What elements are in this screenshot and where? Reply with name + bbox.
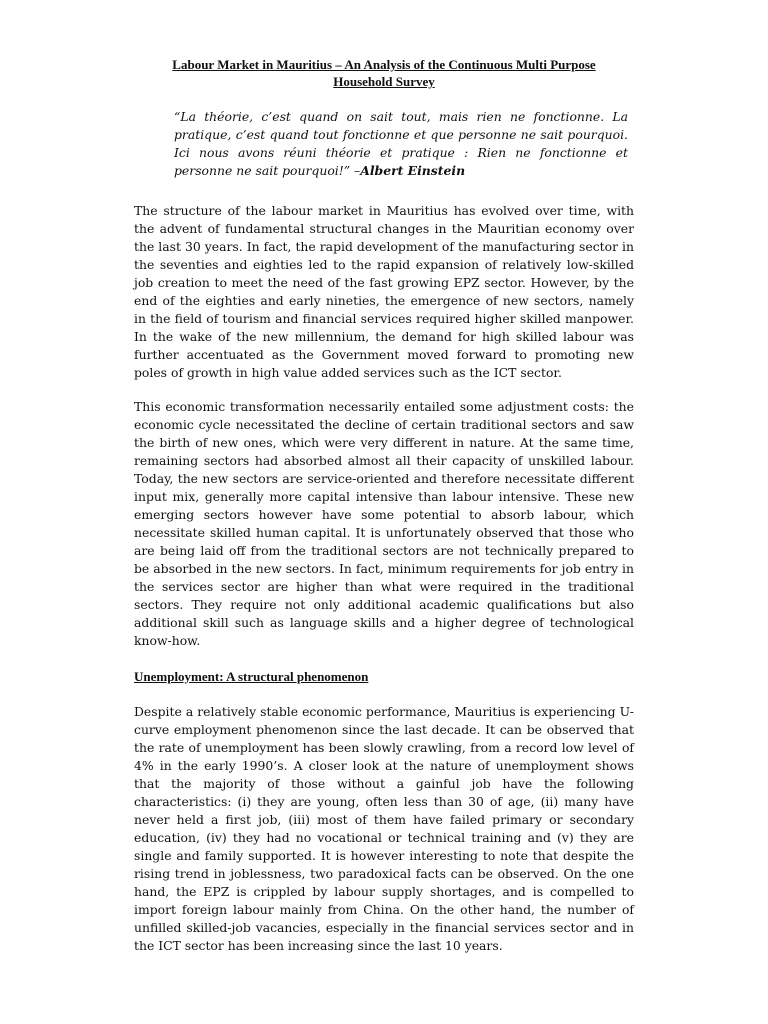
epigraph-text: “La théorie, c’est quand on sait tout, mais rien ne fonctionne. La pratique, c’est quand tout fonctionne et que personne ne sait pourquoi. Ici nous avons réuni théorie et pratique : Rien ne fonctionne et personne ne sait pourquoi!” – — [174, 109, 628, 178]
paragraph-1: The structure of the labour market in Mauritius has evolved over time, with the advent of fundamental structural changes in the Mauritian economy over the last 30 years. In fact, the rapid development of the manufacturing sector in the seventies and eighties led to the rapid expansion of relatively low-skilled job creation to meet the need of the fast growing EPZ sector. However, by the end of the eighties and early nineties, the emergence of new sectors, namely in the field of tourism and financial services required higher skilled manpower. In the wake of the new millennium, the demand for high skilled labour was further accentuated as the Government moved forward to promoting new poles of growth in high value added services such as the ICT sector. — [134, 203, 634, 380]
paragraph-2: This economic transformation necessarily entailed some adjustment costs: the economic cycle necessitated the decline of certain traditional sectors and saw the birth of new ones, which were very different in nature. At the same time, remaining sectors had absorbed almost all their capacity of unskilled labour. Today, the new sectors are service-oriented and therefore necessitate different input mix, generally more capital intensive than labour intensive. These new emerging sectors however have some potential to absorb labour, which necessitate skilled human capital. It is unfortunately observed that those who are being laid off from the traditional sectors are not technically prepared to be absorbed in the new sectors. In fact, minimum requirements for job entry in the services sector are higher than what were required in the traditional sectors. They require not only additional academic qualifications but also additional skill such as language skills and a higher degree of technological know-how. — [134, 399, 634, 648]
epigraph-author: Albert Einstein — [360, 163, 466, 178]
paragraph-unemployment: Despite a relatively stable economic performance, Mauritius is experiencing U-curve employment phenomenon since the last decade. It can be observed that the rate of unemployment has been slowly crawling, from a record low level of 4% in the early 1990’s. A closer look at the nature of unemployment shows that the majority of those without a gainful job have the following characteristics: (i) they are young, often less than 30 of age, (ii) many have never held a first job, (iii) most of them have failed primary or secondary education, (iv) they had no vocational or technical training and (v) they are single and family supported. It is however interesting to note that despite the rising trend in joblessness, two paradoxical facts can be observed. On the one hand, the EPZ is crippled by labour supply shortages, and is compelled to import foreign labour mainly from China. On the other hand, the number of unfilled skilled-job vacancies, especially in the financial services sector and in the ICT sector has been increasing since the last 10 years. — [134, 704, 634, 953]
epigraph-quote — [174, 108, 628, 180]
document-title-line-2: Household Survey — [333, 74, 435, 89]
document-title — [134, 56, 634, 90]
document-title-line-1: Labour Market in Mauritius – An Analysis of the Continuous Multi Purpose — [172, 57, 596, 72]
section-heading-unemployment: Unemployment: A structural phenomenon — [134, 669, 369, 684]
